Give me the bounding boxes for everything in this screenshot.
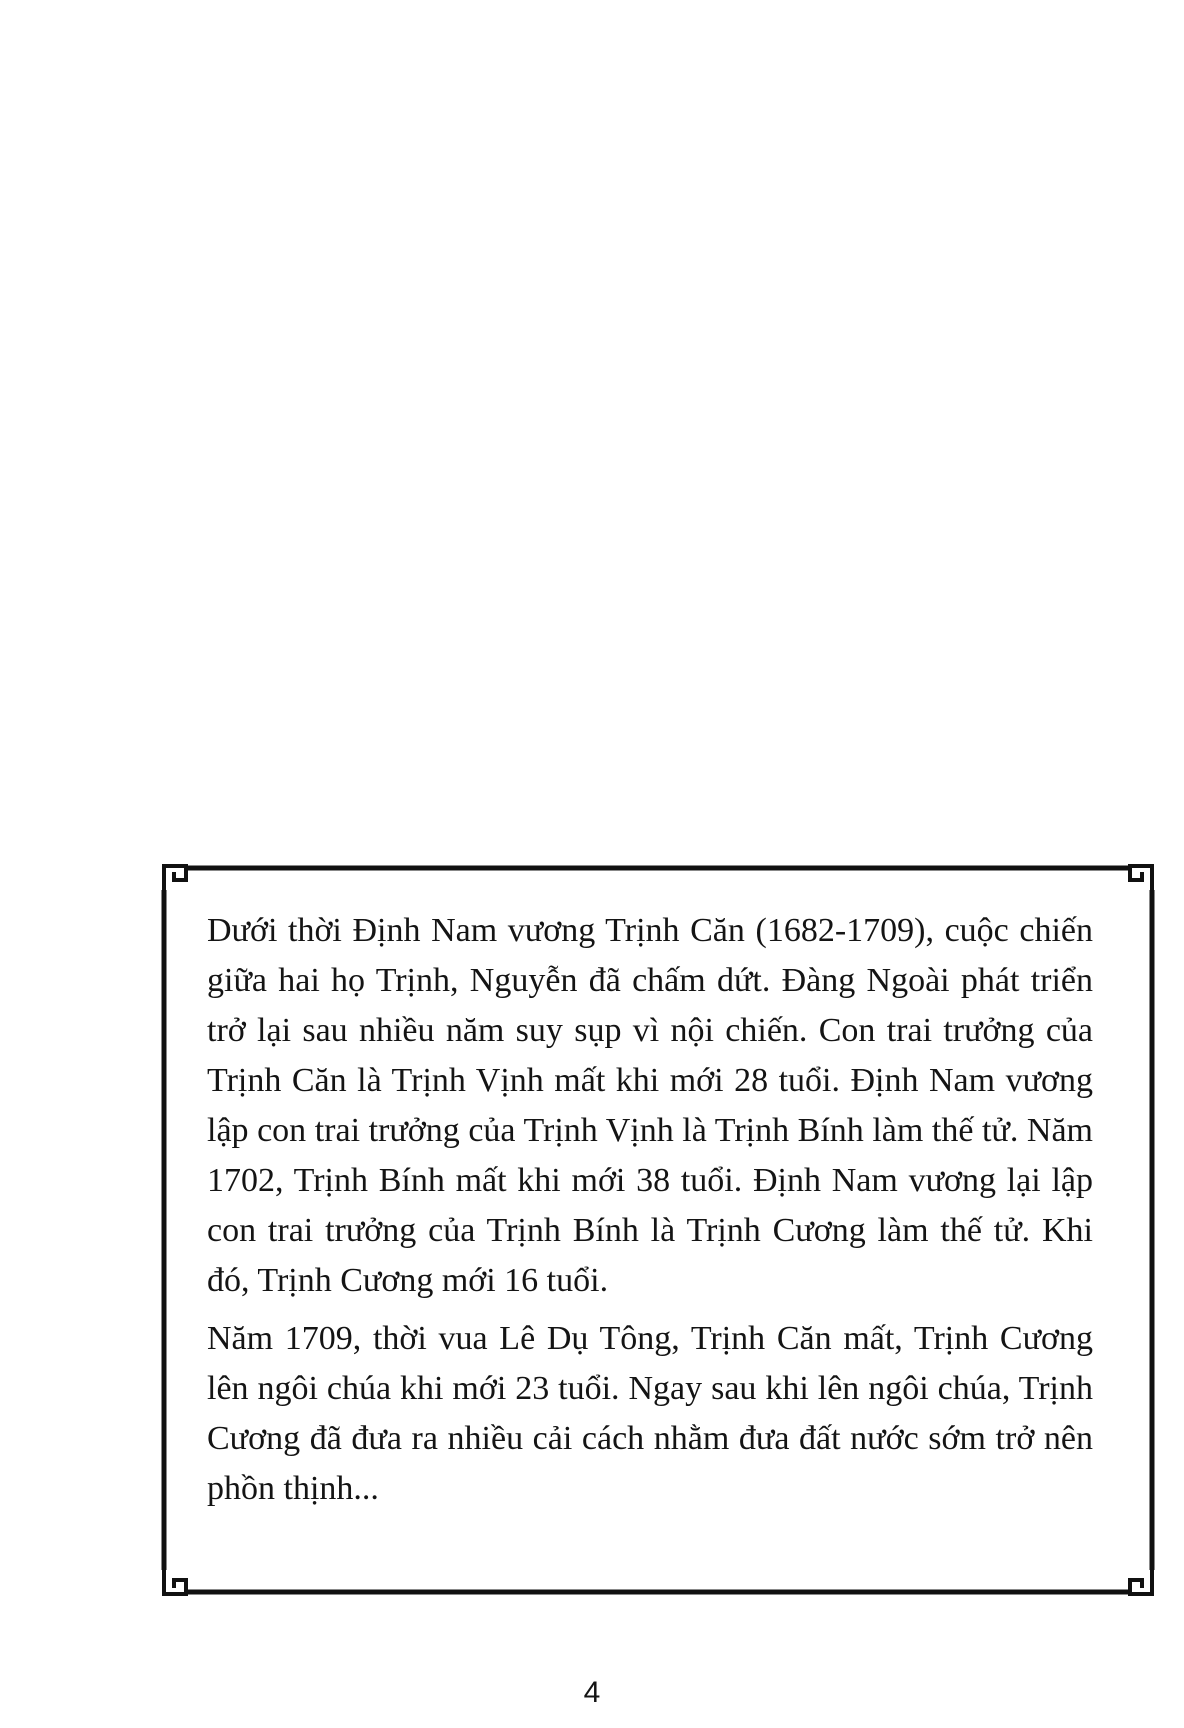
paragraph-1: Dưới thời Định Nam vương Trịnh Căn (1682-1709), cuộc chiến giữa hai họ Trịnh, Nguyễn đã chấm dứt. Đàng Ngoài phát triển trở lại sau nhiều năm suy sụp vì nội chiến. Con trai trưởng của Trịnh Căn là Trịnh Vịnh mất khi mới 28 tuổi. Định Nam vương lập con trai trưởng của Trịnh Vịnh là Trịnh Bính làm thế tử. Năm 1702, Trịnh Bính mất khi mới 38 tuổi. Định Nam vương lại lập con trai trưởng của Trịnh Bính là Trịnh Cương làm thế tử. Khi đó, Trịnh Cương mới 16 tuổi. bbox=[207, 912, 1093, 1299]
page-number: 4 bbox=[583, 1676, 601, 1709]
corner-ornament-bottom-right bbox=[1130, 1570, 1152, 1594]
story-text-box bbox=[207, 906, 1093, 1522]
corner-ornament-top-left bbox=[164, 866, 186, 890]
paragraph-2: Năm 1709, thời vua Lê Dụ Tông, Trịnh Căn mất, Trịnh Cương lên ngôi chúa khi mới 23 tuổi. Ngay sau khi lên ngôi chúa, Trịnh Cương đã đưa ra nhiều cải cách nhằm đưa đất nước sớm trở nên phồn thịnh... bbox=[207, 1320, 1093, 1507]
decorative-text-frame bbox=[158, 862, 1158, 1598]
corner-ornament-top-right bbox=[1130, 866, 1152, 890]
corner-ornament-bottom-left bbox=[164, 1570, 186, 1594]
